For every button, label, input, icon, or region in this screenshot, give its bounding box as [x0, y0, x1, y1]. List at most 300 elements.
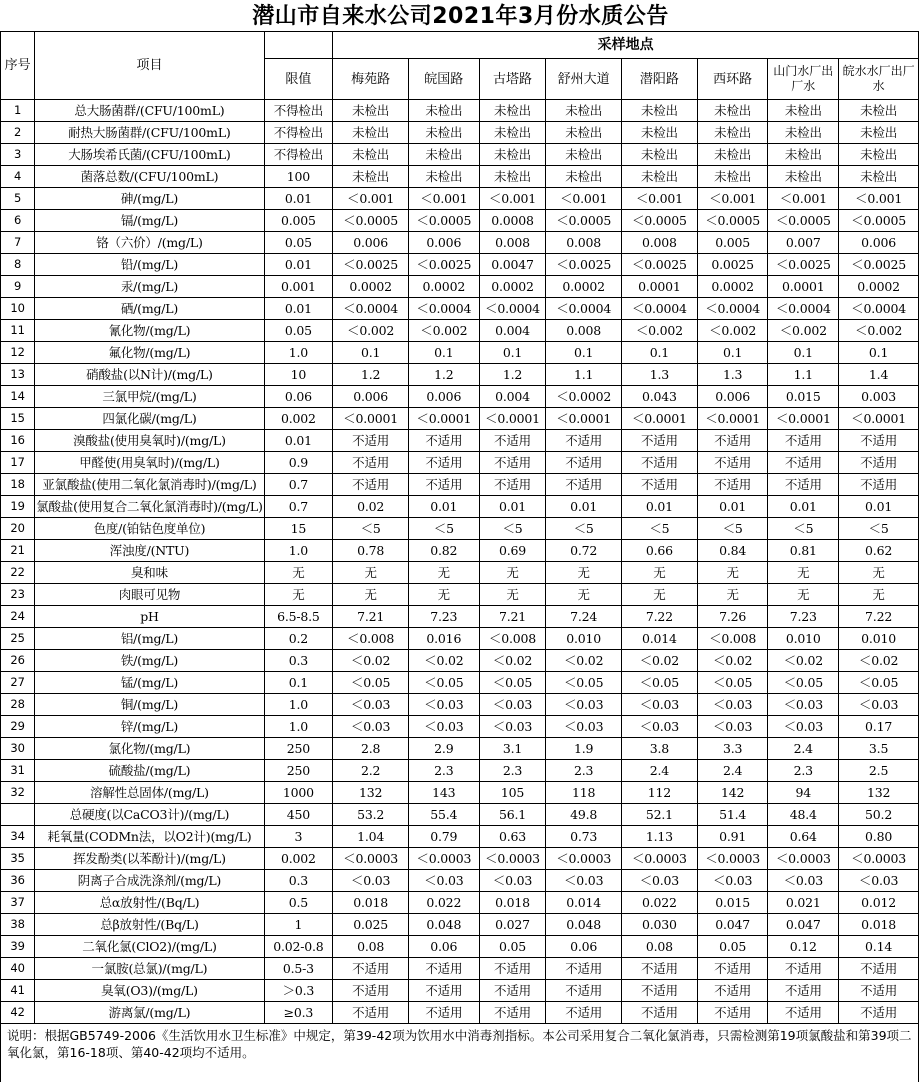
measured-value: 不适用: [697, 980, 768, 1002]
measured-value: 0.030: [622, 914, 698, 936]
measured-value: 无: [768, 562, 839, 584]
measured-value: 2.4: [697, 760, 768, 782]
measured-value: 不适用: [697, 430, 768, 452]
item-name: 一氯胺(总氯)/(mg/L): [35, 958, 264, 980]
measured-value: ＜0.03: [408, 870, 479, 892]
measured-value: ＜0.0003: [768, 848, 839, 870]
row-number: 15: [1, 408, 35, 430]
measured-value: 未检出: [546, 144, 622, 166]
header-location: 西环路: [697, 59, 768, 100]
measured-value: 无: [408, 562, 479, 584]
item-name: 阴离子合成洗涤剂/(mg/L): [35, 870, 264, 892]
measured-value: 2.3: [546, 760, 622, 782]
measured-value: ＜0.0025: [546, 254, 622, 276]
measured-value: 0.0008: [479, 210, 546, 232]
measured-value: ＜0.0004: [622, 298, 698, 320]
measured-value: 不适用: [839, 430, 919, 452]
item-name: 锌/(mg/L): [35, 716, 264, 738]
row-number: 19: [1, 496, 35, 518]
measured-value: ＜0.0004: [408, 298, 479, 320]
measured-value: 0.047: [697, 914, 768, 936]
limit-value: 1.0: [264, 716, 333, 738]
limit-value: 6.5-8.5: [264, 606, 333, 628]
measured-value: 不适用: [768, 1002, 839, 1024]
limit-value: 0.05: [264, 232, 333, 254]
table-row: [1, 870, 919, 892]
measured-value: ＜0.001: [479, 188, 546, 210]
measured-value: 0.003: [839, 386, 919, 408]
row-number: 21: [1, 540, 35, 562]
table-row: [1, 122, 919, 144]
row-number: 31: [1, 760, 35, 782]
limit-value: 0.2: [264, 628, 333, 650]
measured-value: 0.0002: [408, 276, 479, 298]
measured-value: 3.3: [697, 738, 768, 760]
limit-value: 0.05: [264, 320, 333, 342]
item-name: 总大肠菌群/(CFU/100mL): [35, 100, 264, 122]
measured-value: 7.24: [546, 606, 622, 628]
limit-value: 1.0: [264, 342, 333, 364]
table-row: [1, 606, 919, 628]
row-number: 42: [1, 1002, 35, 1024]
limit-value: 3: [264, 826, 333, 848]
measured-value: 无: [622, 584, 698, 606]
measured-value: 2.5: [839, 760, 919, 782]
item-name: 耐热大肠菌群/(CFU/100mL): [35, 122, 264, 144]
measured-value: 48.4: [768, 804, 839, 826]
row-number: 4: [1, 166, 35, 188]
measured-value: 不适用: [839, 1002, 919, 1024]
measured-value: ＜0.0005: [408, 210, 479, 232]
table-row: [1, 628, 919, 650]
limit-value: 0.002: [264, 408, 333, 430]
measured-value: ＜5: [479, 518, 546, 540]
limit-value: 0.9: [264, 452, 333, 474]
measured-value: 0.12: [768, 936, 839, 958]
measured-value: ＜0.03: [333, 716, 409, 738]
measured-value: 未检出: [333, 100, 409, 122]
measured-value: 0.022: [622, 892, 698, 914]
measured-value: 0.01: [768, 496, 839, 518]
measured-value: 无: [697, 562, 768, 584]
measured-value: 132: [333, 782, 409, 804]
row-number: 34: [1, 826, 35, 848]
measured-value: ＜0.03: [546, 870, 622, 892]
table-row: [1, 760, 919, 782]
item-name: 铁/(mg/L): [35, 650, 264, 672]
measured-value: 不适用: [408, 980, 479, 1002]
measured-value: 无: [839, 584, 919, 606]
measured-value: 未检出: [768, 166, 839, 188]
item-name: pH: [35, 606, 264, 628]
measured-value: 未检出: [622, 144, 698, 166]
measured-value: ＜5: [546, 518, 622, 540]
measured-value: 105: [479, 782, 546, 804]
row-number: 36: [1, 870, 35, 892]
measured-value: 无: [546, 562, 622, 584]
measured-value: ＜0.0025: [408, 254, 479, 276]
measured-value: 0.01: [622, 496, 698, 518]
measured-value: 未检出: [768, 100, 839, 122]
row-number: 37: [1, 892, 35, 914]
measured-value: ＜0.001: [697, 188, 768, 210]
item-name: 甲醛使(用臭氧时)/(mg/L): [35, 452, 264, 474]
measured-value: 无: [839, 562, 919, 584]
table-row: [1, 298, 919, 320]
measured-value: 无: [697, 584, 768, 606]
measured-value: 未检出: [768, 122, 839, 144]
measured-value: 0.79: [408, 826, 479, 848]
item-name: 总硬度(以CaCO3计)/(mg/L): [35, 804, 264, 826]
header-blank: [264, 32, 333, 59]
table-row: [1, 452, 919, 474]
measured-value: ＜0.03: [333, 694, 409, 716]
measured-value: 未检出: [546, 100, 622, 122]
measured-value: 0.048: [546, 914, 622, 936]
item-name: 菌落总数/(CFU/100mL): [35, 166, 264, 188]
measured-value: 不适用: [546, 474, 622, 496]
measured-value: 不适用: [697, 958, 768, 980]
page-title: 潜山市自来水公司2021年3月份水质公告: [252, 4, 669, 29]
measured-value: ＜0.03: [839, 870, 919, 892]
header-item: 项目: [35, 32, 264, 100]
item-name: 二氧化氯(ClO2)/(mg/L): [35, 936, 264, 958]
measured-value: 1.13: [622, 826, 698, 848]
row-number: 38: [1, 914, 35, 936]
measured-value: 0.0002: [839, 276, 919, 298]
item-name: 臭和味: [35, 562, 264, 584]
measured-value: 0.91: [697, 826, 768, 848]
row-number: 5: [1, 188, 35, 210]
measured-value: 52.1: [622, 804, 698, 826]
table-row: [1, 958, 919, 980]
measured-value: 2.9: [408, 738, 479, 760]
measured-value: 未检出: [479, 100, 546, 122]
measured-value: 不适用: [622, 958, 698, 980]
measured-value: 未检出: [546, 166, 622, 188]
limit-value: ＞0.3: [264, 980, 333, 1002]
measured-value: 不适用: [546, 980, 622, 1002]
measured-value: ＜0.05: [333, 672, 409, 694]
measured-value: 143: [408, 782, 479, 804]
measured-value: 0.1: [333, 342, 409, 364]
note-row: [1, 1024, 919, 1083]
item-name: 砷/(mg/L): [35, 188, 264, 210]
measured-value: ＜0.03: [697, 716, 768, 738]
measured-value: 0.62: [839, 540, 919, 562]
measured-value: 118: [546, 782, 622, 804]
measured-value: 不适用: [839, 474, 919, 496]
table-row: [1, 694, 919, 716]
measured-value: ＜0.0025: [839, 254, 919, 276]
measured-value: 不适用: [622, 452, 698, 474]
row-number: 3: [1, 144, 35, 166]
measured-value: 不适用: [622, 474, 698, 496]
measured-value: 1.04: [333, 826, 409, 848]
table-row: [1, 716, 919, 738]
measured-value: ＜0.03: [768, 716, 839, 738]
table-row: [1, 342, 919, 364]
measured-value: 0.1: [546, 342, 622, 364]
measured-value: 3.5: [839, 738, 919, 760]
table-row: [1, 804, 919, 826]
item-name: 挥发酚类(以苯酚计)/(mg/L): [35, 848, 264, 870]
row-number: 20: [1, 518, 35, 540]
measured-value: 0.72: [546, 540, 622, 562]
limit-value: 无: [264, 562, 333, 584]
measured-value: 不适用: [408, 452, 479, 474]
table-row: [1, 562, 919, 584]
item-name: 四氯化碳/(mg/L): [35, 408, 264, 430]
limit-value: 0.005: [264, 210, 333, 232]
row-number: 14: [1, 386, 35, 408]
item-name: 亚氯酸盐(使用二氧化氯消毒时)/(mg/L): [35, 474, 264, 496]
measured-value: ＜0.0005: [622, 210, 698, 232]
measured-value: 51.4: [697, 804, 768, 826]
measured-value: ＜0.0001: [333, 408, 409, 430]
measured-value: 未检出: [546, 122, 622, 144]
limit-value: 1000: [264, 782, 333, 804]
measured-value: 0.1: [622, 342, 698, 364]
table-row: [1, 276, 919, 298]
measured-value: ＜0.001: [333, 188, 409, 210]
measured-value: ＜0.05: [768, 672, 839, 694]
measured-value: 不适用: [839, 452, 919, 474]
measured-value: 0.1: [408, 342, 479, 364]
table-row: [1, 364, 919, 386]
table-row: [1, 320, 919, 342]
measured-value: 不适用: [408, 430, 479, 452]
measured-value: 7.26: [697, 606, 768, 628]
table-row: [1, 100, 919, 122]
row-number: 28: [1, 694, 35, 716]
limit-value: 0.5: [264, 892, 333, 914]
limit-value: 0.7: [264, 496, 333, 518]
table-row: [1, 936, 919, 958]
measured-value: ＜0.03: [622, 870, 698, 892]
measured-value: 0.73: [546, 826, 622, 848]
measured-value: 0.69: [479, 540, 546, 562]
measured-value: ＜0.03: [546, 716, 622, 738]
limit-value: 0.001: [264, 276, 333, 298]
measured-value: 无: [546, 584, 622, 606]
measured-value: 1.2: [333, 364, 409, 386]
measured-value: 2.3: [479, 760, 546, 782]
measured-value: ＜0.0003: [408, 848, 479, 870]
measured-value: 0.005: [697, 232, 768, 254]
limit-value: 不得检出: [264, 122, 333, 144]
table-row: [1, 540, 919, 562]
measured-value: 不适用: [546, 452, 622, 474]
measured-value: 0.016: [408, 628, 479, 650]
measured-value: 无: [768, 584, 839, 606]
measured-value: 0.0002: [479, 276, 546, 298]
measured-value: 不适用: [333, 474, 409, 496]
measured-value: ＜0.03: [697, 694, 768, 716]
measured-value: 不适用: [479, 958, 546, 980]
measured-value: ＜0.0004: [333, 298, 409, 320]
measured-value: 0.81: [768, 540, 839, 562]
measured-value: 0.06: [408, 936, 479, 958]
measured-value: ＜0.0004: [697, 298, 768, 320]
measured-value: 0.0002: [333, 276, 409, 298]
measured-value: ＜0.03: [333, 870, 409, 892]
measured-value: 未检出: [408, 122, 479, 144]
table-row: [1, 254, 919, 276]
limit-value: 0.02-0.8: [264, 936, 333, 958]
measured-value: 未检出: [768, 144, 839, 166]
item-name: 铬（六价）/(mg/L): [35, 232, 264, 254]
measured-value: 53.2: [333, 804, 409, 826]
item-name: 三氯甲烷/(mg/L): [35, 386, 264, 408]
measured-value: 未检出: [839, 122, 919, 144]
measured-value: 0.05: [697, 936, 768, 958]
measured-value: ＜0.0001: [839, 408, 919, 430]
measured-value: 0.006: [697, 386, 768, 408]
row-number: 41: [1, 980, 35, 1002]
measured-value: 不适用: [546, 430, 622, 452]
measured-value: 无: [479, 562, 546, 584]
header-location: 皖国路: [408, 59, 479, 100]
measured-value: ＜0.0003: [479, 848, 546, 870]
table-row: [1, 474, 919, 496]
row-number: 1: [1, 100, 35, 122]
measured-value: 不适用: [479, 980, 546, 1002]
measured-value: ＜0.002: [697, 320, 768, 342]
measured-value: 1.3: [622, 364, 698, 386]
measured-value: ＜0.05: [839, 672, 919, 694]
item-name: 氰化物/(mg/L): [35, 320, 264, 342]
measured-value: ＜0.001: [839, 188, 919, 210]
table-row: [1, 188, 919, 210]
row-number: 32: [1, 782, 35, 804]
measured-value: 0.17: [839, 716, 919, 738]
measured-value: 不适用: [697, 452, 768, 474]
measured-value: 不适用: [333, 452, 409, 474]
measured-value: ＜0.001: [768, 188, 839, 210]
limit-value: 0.5-3: [264, 958, 333, 980]
measured-value: ＜0.02: [768, 650, 839, 672]
measured-value: 不适用: [546, 1002, 622, 1024]
measured-value: ＜0.0003: [839, 848, 919, 870]
measured-value: 0.022: [408, 892, 479, 914]
measured-value: 未检出: [408, 166, 479, 188]
header-location: 古塔路: [479, 59, 546, 100]
table-row: [1, 1002, 919, 1024]
measured-value: 无: [333, 584, 409, 606]
limit-value: 15: [264, 518, 333, 540]
measured-value: ＜0.001: [622, 188, 698, 210]
measured-value: 1.1: [546, 364, 622, 386]
measured-value: 0.010: [546, 628, 622, 650]
measured-value: 未检出: [697, 100, 768, 122]
measured-value: 1.4: [839, 364, 919, 386]
table-row: [1, 518, 919, 540]
measured-value: 0.008: [546, 320, 622, 342]
limit-value: 10: [264, 364, 333, 386]
measured-value: 0.006: [408, 386, 479, 408]
measured-value: 0.01: [408, 496, 479, 518]
table-row: [1, 848, 919, 870]
table-row: [1, 386, 919, 408]
measured-value: 1.1: [768, 364, 839, 386]
limit-value: 0.3: [264, 870, 333, 892]
limit-value: 不得检出: [264, 144, 333, 166]
measured-value: ＜0.02: [408, 650, 479, 672]
row-number: 18: [1, 474, 35, 496]
header-location: 潜阳路: [622, 59, 698, 100]
measured-value: ＜0.0003: [333, 848, 409, 870]
item-name: 色度/(铂钴色度单位): [35, 518, 264, 540]
table-row: [1, 826, 919, 848]
measured-value: 不适用: [408, 958, 479, 980]
table-row: [1, 496, 919, 518]
header-location: 皖水水厂出厂水: [839, 59, 919, 100]
measured-value: 未检出: [697, 166, 768, 188]
measured-value: 0.004: [479, 386, 546, 408]
measured-value: ＜0.0003: [622, 848, 698, 870]
measured-value: 0.08: [333, 936, 409, 958]
measured-value: 不适用: [408, 474, 479, 496]
measured-value: 0.0002: [697, 276, 768, 298]
row-number: 30: [1, 738, 35, 760]
measured-value: ＜0.02: [546, 650, 622, 672]
measured-value: 0.84: [697, 540, 768, 562]
measured-value: 0.010: [839, 628, 919, 650]
measured-value: ＜0.03: [768, 694, 839, 716]
measured-value: 2.8: [333, 738, 409, 760]
row-number: 26: [1, 650, 35, 672]
row-number: 17: [1, 452, 35, 474]
measured-value: 不适用: [408, 1002, 479, 1024]
measured-value: 55.4: [408, 804, 479, 826]
measured-value: 0.018: [479, 892, 546, 914]
measured-value: ＜0.0003: [546, 848, 622, 870]
measured-value: ＜5: [839, 518, 919, 540]
measured-value: ＜0.03: [408, 716, 479, 738]
measured-value: 无: [333, 562, 409, 584]
limit-value: 0.7: [264, 474, 333, 496]
measured-value: ＜0.02: [697, 650, 768, 672]
measured-value: 0.010: [768, 628, 839, 650]
measured-value: ＜0.0005: [333, 210, 409, 232]
measured-value: 0.047: [768, 914, 839, 936]
measured-value: 0.008: [622, 232, 698, 254]
limit-value: 1: [264, 914, 333, 936]
measured-value: 未检出: [622, 122, 698, 144]
row-number: 13: [1, 364, 35, 386]
item-name: 硫酸盐/(mg/L): [35, 760, 264, 782]
measured-value: ＜0.03: [839, 694, 919, 716]
measured-value: 未检出: [839, 100, 919, 122]
measured-value: ＜0.0005: [697, 210, 768, 232]
measured-value: 0.006: [333, 232, 409, 254]
measured-value: ＜0.02: [622, 650, 698, 672]
measured-value: 不适用: [697, 1002, 768, 1024]
measured-value: ＜0.0025: [333, 254, 409, 276]
table-row: [1, 232, 919, 254]
measured-value: 未检出: [697, 122, 768, 144]
measured-value: 7.21: [333, 606, 409, 628]
measured-value: 0.0001: [622, 276, 698, 298]
measured-value: 0.006: [333, 386, 409, 408]
item-name: 总β放射性/(Bq/L): [35, 914, 264, 936]
measured-value: 1.9: [546, 738, 622, 760]
measured-value: 不适用: [479, 430, 546, 452]
measured-value: ＜0.008: [479, 628, 546, 650]
measured-value: ＜0.03: [479, 716, 546, 738]
measured-value: 未检出: [333, 122, 409, 144]
